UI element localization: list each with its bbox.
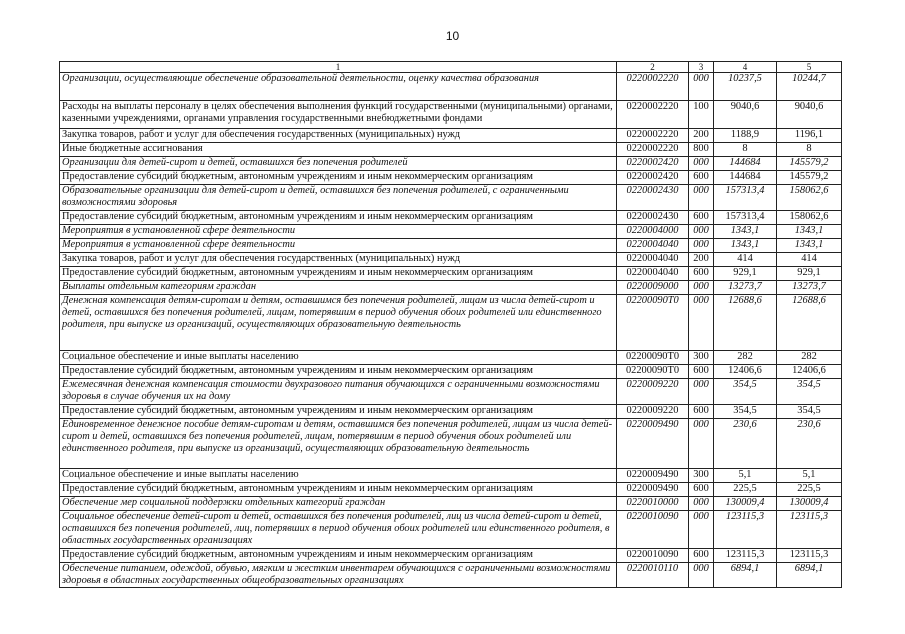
row-code: 0220004000 [617, 225, 689, 239]
row-value-1: 157313,4 [714, 211, 777, 225]
table-row [60, 129, 842, 143]
row-type: 000 [689, 379, 714, 405]
budget-table [59, 61, 842, 588]
col-header-value-2: 5 [777, 62, 842, 73]
row-code: 0220009490 [617, 469, 689, 483]
row-name: Закупка товаров, работ и услуг для обеспечения государственных (муниципальных) нужд [60, 253, 617, 267]
row-name: Предоставление субсидий бюджетным, автономным учреждениям и иным некоммерческим организациям [60, 171, 617, 185]
col-header-code: 2 [617, 62, 689, 73]
table-row [60, 225, 842, 239]
row-value-2: 123115,3 [777, 511, 842, 549]
row-type: 000 [689, 419, 714, 469]
table-row [60, 549, 842, 563]
row-value-1: 12688,6 [714, 295, 777, 351]
row-type: 600 [689, 171, 714, 185]
row-name: Обеспечение питанием, одеждой, обувью, мягким и жестким инвентарем обучающихся с ограниченными возможностями здоровья в областных государственных общеобразовательных организациях [60, 563, 617, 588]
row-code: 0220002430 [617, 185, 689, 211]
row-value-1: 1343,1 [714, 225, 777, 239]
row-value-2: 13273,7 [777, 281, 842, 295]
row-name: Единовременное денежное пособие детям-сиротам и детям, оставшимся без попечения родителей, лицам из числа детей-сирот и детей, оставшихся без попечения родителей, лицам, потерявшим в период обучения обоих родителей или единственного родителя, при выпуске из организаций, осуществляющих образовательную деятельность [60, 419, 617, 469]
col-header-name: 1 [60, 62, 617, 73]
row-value-1: 123115,3 [714, 549, 777, 563]
row-value-1: 929,1 [714, 267, 777, 281]
row-value-1: 10237,5 [714, 73, 777, 101]
row-name: Иные бюджетные ассигнования [60, 143, 617, 157]
row-value-1: 144684 [714, 157, 777, 171]
row-code: 0220009000 [617, 281, 689, 295]
row-code: 0220002220 [617, 101, 689, 129]
row-type: 600 [689, 483, 714, 497]
table-row [60, 469, 842, 483]
row-name: Предоставление субсидий бюджетным, автономным учреждениям и иным некоммерческим организациям [60, 549, 617, 563]
row-value-2: 145579,2 [777, 157, 842, 171]
row-value-1: 225,5 [714, 483, 777, 497]
table-row [60, 497, 842, 511]
table-row [60, 239, 842, 253]
row-code: 0220009490 [617, 483, 689, 497]
row-value-2: 123115,3 [777, 549, 842, 563]
table-row [60, 101, 842, 129]
row-value-2: 158062,6 [777, 185, 842, 211]
row-name: Организации, осуществляющие обеспечение образовательной деятельности, оценку качества образования [60, 73, 617, 101]
table-row [60, 379, 842, 405]
row-name: Предоставление субсидий бюджетным, автономным учреждениям и иным некоммерческим организациям [60, 483, 617, 497]
row-name: Предоставление субсидий бюджетным, автономным учреждениям и иным некоммерческим организациям [60, 365, 617, 379]
table-row [60, 143, 842, 157]
row-value-2: 5,1 [777, 469, 842, 483]
row-name: Обеспечение мер социальной поддержки отдельных категорий граждан [60, 497, 617, 511]
row-type: 300 [689, 469, 714, 483]
row-value-2: 12406,6 [777, 365, 842, 379]
row-code: 0220004040 [617, 267, 689, 281]
row-name: Закупка товаров, работ и услуг для обеспечения государственных (муниципальных) нужд [60, 129, 617, 143]
row-type: 000 [689, 239, 714, 253]
row-code: 0220002420 [617, 157, 689, 171]
row-value-2: 12688,6 [777, 295, 842, 351]
row-code: 0220002220 [617, 129, 689, 143]
table-row [60, 253, 842, 267]
row-type: 000 [689, 511, 714, 549]
row-value-1: 6894,1 [714, 563, 777, 588]
col-header-value-1: 4 [714, 62, 777, 73]
row-value-1: 414 [714, 253, 777, 267]
row-code: 02200090Т0 [617, 351, 689, 365]
row-value-2: 145579,2 [777, 171, 842, 185]
row-type: 600 [689, 211, 714, 225]
table-row [60, 211, 842, 225]
row-value-2: 130009,4 [777, 497, 842, 511]
row-value-1: 144684 [714, 171, 777, 185]
row-name: Ежемесячная денежная компенсация стоимости двухразового питания обучающихся с ограниченными возможностями здоровья в случае обучения их на дому [60, 379, 617, 405]
table-row [60, 73, 842, 101]
row-type: 600 [689, 267, 714, 281]
row-name: Денежная компенсация детям-сиротам и детям, оставшимся без попечения родителей, лицам из числа детей-сирот и детей, оставшихся без попечения родителей, лицам, потерявшим в период обучения обоих родителей или единственного родителя, при выпуске из организаций, осуществляющих образовательную деятельность [60, 295, 617, 351]
row-value-2: 158062,6 [777, 211, 842, 225]
row-code: 0220002420 [617, 171, 689, 185]
row-value-1: 282 [714, 351, 777, 365]
row-value-2: 354,5 [777, 405, 842, 419]
row-value-2: 1196,1 [777, 129, 842, 143]
row-type: 000 [689, 73, 714, 101]
row-type: 000 [689, 281, 714, 295]
row-code: 0220009490 [617, 419, 689, 469]
row-value-2: 10244,7 [777, 73, 842, 101]
row-name: Расходы на выплаты персоналу в целях обеспечения выполнения функций государственными (муниципальными) органами, казенными учреждениями, органами управления государственными внебюджетными фондами [60, 101, 617, 129]
row-name: Социальное обеспечение и иные выплаты населению [60, 351, 617, 365]
row-type: 200 [689, 253, 714, 267]
row-name: Мероприятия в установленной сфере деятельности [60, 239, 617, 253]
row-type: 200 [689, 129, 714, 143]
row-code: 0220004040 [617, 253, 689, 267]
table-row [60, 563, 842, 588]
row-value-1: 5,1 [714, 469, 777, 483]
table-row [60, 157, 842, 171]
table-header-row [60, 62, 842, 73]
row-type: 600 [689, 549, 714, 563]
row-name: Социальное обеспечение и иные выплаты населению [60, 469, 617, 483]
row-type: 000 [689, 295, 714, 351]
row-value-2: 1343,1 [777, 225, 842, 239]
row-name: Образовательные организации для детей-сирот и детей, оставшихся без попечения родителей, с ограниченными возможностями здоровья [60, 185, 617, 211]
row-value-2: 8 [777, 143, 842, 157]
row-type: 000 [689, 225, 714, 239]
row-value-2: 230,6 [777, 419, 842, 469]
table-row [60, 351, 842, 365]
row-value-2: 354,5 [777, 379, 842, 405]
row-name: Выплаты отдельным категориям граждан [60, 281, 617, 295]
row-value-1: 354,5 [714, 379, 777, 405]
col-header-type: 3 [689, 62, 714, 73]
page-number: 10 [445, 29, 460, 43]
table-row [60, 185, 842, 211]
row-code: 0220002430 [617, 211, 689, 225]
row-type: 600 [689, 405, 714, 419]
row-code: 0220010090 [617, 549, 689, 563]
row-type: 000 [689, 157, 714, 171]
row-value-2: 1343,1 [777, 239, 842, 253]
table-row [60, 171, 842, 185]
row-code: 02200090Т0 [617, 295, 689, 351]
row-code: 0220004040 [617, 239, 689, 253]
row-code: 02200090Т0 [617, 365, 689, 379]
table-row [60, 511, 842, 549]
row-type: 000 [689, 497, 714, 511]
row-name: Социальное обеспечение детей-сирот и детей, оставшихся без попечения родителей, лиц из числа детей-сирот и детей, оставшихся без попечения родителей, лиц, потерявших в период обучения обоих родителей или единственного родителя, в областных государственных организациях [60, 511, 617, 549]
row-name: Мероприятия в установленной сфере деятельности [60, 225, 617, 239]
row-type: 000 [689, 563, 714, 588]
row-value-1: 9040,6 [714, 101, 777, 129]
row-type: 600 [689, 365, 714, 379]
row-value-2: 9040,6 [777, 101, 842, 129]
row-value-1: 354,5 [714, 405, 777, 419]
row-type: 100 [689, 101, 714, 129]
row-value-1: 8 [714, 143, 777, 157]
row-value-1: 1188,9 [714, 129, 777, 143]
row-code: 0220002220 [617, 73, 689, 101]
row-value-1: 230,6 [714, 419, 777, 469]
row-value-1: 12406,6 [714, 365, 777, 379]
table-row [60, 419, 842, 469]
row-name: Организации для детей-сирот и детей, оставшихся без попечения родителей [60, 157, 617, 171]
row-code: 0220002220 [617, 143, 689, 157]
row-code: 0220010090 [617, 511, 689, 549]
table-row [60, 267, 842, 281]
row-type: 800 [689, 143, 714, 157]
row-name: Предоставление субсидий бюджетным, автономным учреждениям и иным некоммерческим организациям [60, 267, 617, 281]
row-name: Предоставление субсидий бюджетным, автономным учреждениям и иным некоммерческим организациям [60, 211, 617, 225]
row-value-1: 13273,7 [714, 281, 777, 295]
row-name: Предоставление субсидий бюджетным, автономным учреждениям и иным некоммерческим организациям [60, 405, 617, 419]
row-value-1: 130009,4 [714, 497, 777, 511]
table-row [60, 405, 842, 419]
table-row [60, 281, 842, 295]
table-row [60, 295, 842, 351]
row-code: 0220010110 [617, 563, 689, 588]
row-value-2: 282 [777, 351, 842, 365]
row-value-2: 929,1 [777, 267, 842, 281]
table-row [60, 483, 842, 497]
table-row [60, 365, 842, 379]
row-value-2: 225,5 [777, 483, 842, 497]
row-code: 0220009220 [617, 405, 689, 419]
row-value-2: 6894,1 [777, 563, 842, 588]
row-value-1: 157313,4 [714, 185, 777, 211]
row-value-1: 1343,1 [714, 239, 777, 253]
row-value-1: 123115,3 [714, 511, 777, 549]
row-type: 300 [689, 351, 714, 365]
row-code: 0220009220 [617, 379, 689, 405]
row-type: 000 [689, 185, 714, 211]
row-value-2: 414 [777, 253, 842, 267]
row-code: 0220010000 [617, 497, 689, 511]
